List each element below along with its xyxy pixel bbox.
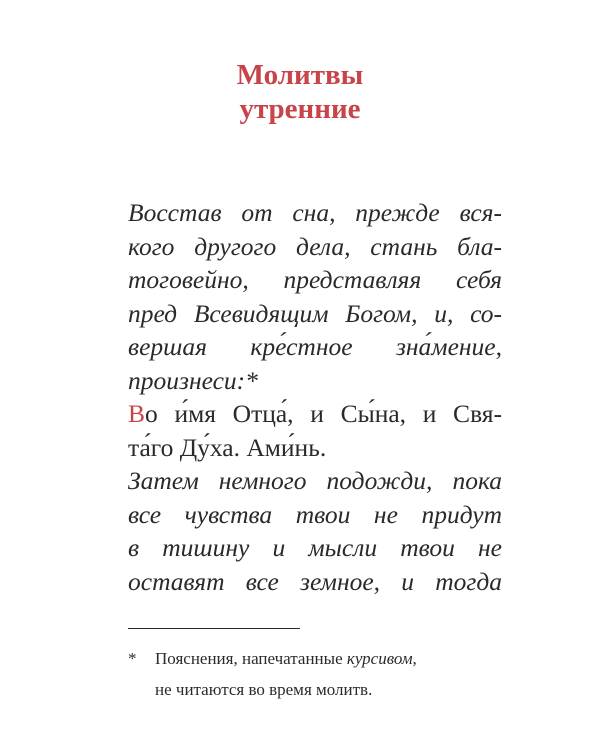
continuation-line: в тишину и мысли твои не (128, 533, 502, 562)
instruction-line: пред Всевидящим Богом, и, со- (128, 298, 502, 328)
footnote-marker: * (128, 649, 137, 668)
prayer-line-1 (128, 397, 502, 431)
instruction-line: произнеси:* (128, 365, 258, 395)
footnote-line-1 (155, 643, 508, 674)
title-line-2: утренние (239, 93, 361, 125)
footnote (128, 643, 508, 705)
footnote-line-2: не читаются во время молитв. (155, 680, 373, 699)
continuation-line: все чувства твои не придут (128, 499, 502, 529)
main-text (128, 196, 502, 598)
footnote-divider (128, 628, 300, 629)
continuation-line: Затем немного подожди, пока (128, 466, 502, 495)
footnote-line-1-plain: Пояснения, напечатанные (155, 649, 347, 668)
instruction-line: вершая кре́стное зна́мение, (128, 332, 502, 361)
footnote-text (128, 643, 508, 705)
prayer-initial: В (128, 399, 146, 428)
continuation-line: оставят все земное, и тогда (128, 566, 502, 596)
prayer-line-1-text: о и́мя Отца́, и Сы́на, и Свя- (145, 399, 502, 428)
title-line-1: Молитвы (236, 59, 364, 91)
instruction-line: тоговейно, представляя себя (128, 265, 502, 294)
instruction-line: кого другого дела, стань бла- (128, 231, 502, 261)
prayer-line-2: та́го Ду́ха. Ами́нь. (128, 432, 327, 462)
page-title (0, 58, 600, 126)
instruction-line: Восстав от сна, прежде вся- (128, 198, 502, 227)
footnote-line-1-italic: курсивом, (346, 649, 417, 668)
